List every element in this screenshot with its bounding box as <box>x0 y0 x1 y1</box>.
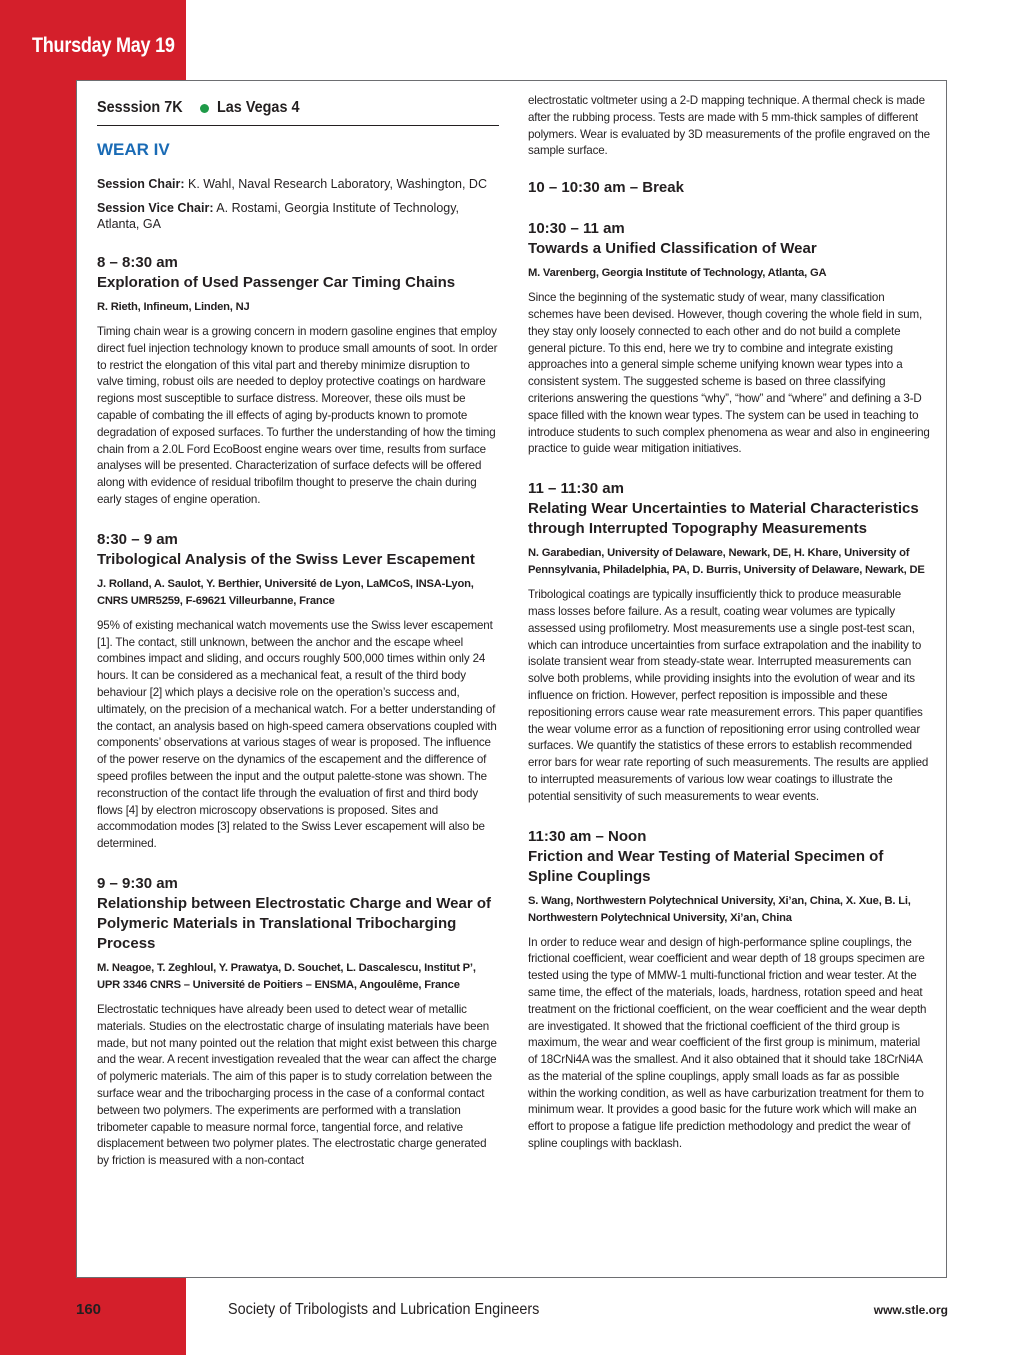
talk-authors: M. Neagoe, T. Zeghloul, Y. Prawatya, D. Souchet, L. Dascalescu, Institut P’, UPR 3346 CNRS – Université de Poitiers – ENSMA, Angoulême, France <box>97 961 476 991</box>
session-panel <box>76 80 947 1278</box>
talk-title: Exploration of Used Passenger Car Timing Chains <box>97 274 456 291</box>
talk-entry <box>528 479 930 805</box>
talk-abstract: Tribological coatings are typically insufficiently thick to produce measurable mass losses before failure. As a result, coating wear volumes are typically assessed using profilometry. Most measurements use a single post-test scan, which can introduce uncertainties from surface extrapolation and the inability to isolate transient wear from steady-state wear. Interrupted measurements can solve both problems, while providing insights into the evolution of wear and its influence on friction. However, perfect reposition is impossible and these repositioning errors cause wear rate measurement errors. This paper quantifies the wear volume error as a function of repositioning error using controlled wear surfaces. We quantify the statistics of these errors to establish recommended error bars for wear rate reporting of such measurements. The results are applied to interrupted measurements of various low wear coatings to illustrate the potential sensitivity of such measurements to wear events. <box>528 588 929 803</box>
talk-title: Relating Wear Uncertainties to Material Characteristics through Interrupted Topography Measurements <box>528 500 919 538</box>
talk-title: Friction and Wear Testing of Material Specimen of Spline Couplings <box>528 847 884 885</box>
day-header: Thursday May 19 <box>32 34 175 57</box>
talk-abstract: 95% of existing mechanical watch movements use the Swiss lever escapement [1]. The contact, still unknown, between the anchor and the escape wheel combines impact and sliding, and occurs roughly 500,000 times within only 24 hours. It can be considered as a mechanical feat, a result of the third body behaviour [2] which plays a decisive role on the operation’s success and, ultimately, on the precision of a mechanical watch. For a better understanding of the contact, an analysis based on high-speed camera observations coupled with components’ observations at various stages of wear is proposed. The influence of the power reserve on the dynamics of the escapement and the difference of speed profiles between the input and the output palette-stone was shown. The reconstruction of the contact life through the evaluation of first and third body flows [4] by electron microscopy observations is proposed. Sites and accommodation modes [3] related to the Swiss Lever escapement will also be determined. <box>97 618 497 851</box>
talk-time: 8 – 8:30 am <box>97 254 178 271</box>
vice-chair-label: Session Vice Chair: <box>97 201 214 215</box>
talk-authors: M. Varenberg, Georgia Institute of Technology, Atlanta, GA <box>528 267 827 280</box>
talk-title: Relationship between Electrostatic Charge and Wear of Polymeric Materials in Translational Tribocharging Process <box>97 894 491 952</box>
talk-time: 9 – 9:30 am <box>97 874 178 892</box>
talk-title: Towards a Unified Classification of Wear <box>528 240 817 258</box>
talk-abstract-continued: electrostatic voltmeter using a 2-D mapping technique. A thermal check is made after the rubbing process. Tests are made with 5 mm-thick samples of different polymers. Wear is evaluated by 3D measurements of the profile engraved on the sample surface. <box>528 94 930 158</box>
session-title: WEAR IV <box>97 140 170 159</box>
talk-time: 10:30 – 11 am <box>528 220 625 238</box>
talk-title: Tribological Analysis of the Swiss Lever Escapement <box>97 550 475 568</box>
left-column <box>97 81 499 1170</box>
right-column <box>528 81 930 1153</box>
talk-entry <box>97 530 499 853</box>
talk-abstract: Timing chain wear is a growing concern in modern gasoline engines that employ direct fuel injection technology known to produce small amounts of soot. In order to restrict the elongation of this vital part and thereby minimize disruption to valve timing, robust oils are needed to deploy protective coatings on hardware regions most susceptible to surface distress. Moreover, these oils must be capable of combating the ill effects of aging by-products known to promote degradation of exposed surfaces. To further the understanding of how the timing chain from a 2.0L Ford EcoBoost engine wears over time, results from surface analyses will be presented. Characterization of surface defects will be offered along with evidence of residual tribofilm thought to preserve the chain during early stages of engine operation. <box>97 325 498 506</box>
session-vice-chair <box>97 200 499 232</box>
talk-authors: S. Wang, Northwestern Polytechnical University, Xi’an, China, X. Xue, B. Li, Northwestern Polytechnical University, Xi’an, China <box>528 894 911 924</box>
talk-authors: J. Rolland, A. Saulot, Y. Berthier, Université de Lyon, LaMCoS, INSA-Lyon, CNRS UMR5259, F-69621 Villeurbanne, France <box>97 577 474 607</box>
session-chair <box>97 176 499 192</box>
talk-entry <box>528 827 930 1153</box>
chair-name: K. Wahl, Naval Research Laboratory, Washington, DC <box>188 177 487 191</box>
footer-website[interactable]: www.stle.org <box>873 1303 948 1317</box>
session-heading <box>97 99 499 126</box>
chair-label: Session Chair: <box>97 177 185 191</box>
session-room: Las Vegas 4 <box>217 99 300 116</box>
footer-organization: Society of Tribologists and Lubrication Engineers <box>228 1301 540 1318</box>
page-number: 160 <box>76 1301 102 1318</box>
bullet-dot-icon <box>200 104 209 113</box>
talk-abstract: Since the beginning of the systematic study of wear, many classification schemes have been devised. However, though covering the whole field in sum, they stay only loosely connected to each other and do not build a complete general picture. To this end, here we try to combine and integrate existing approaches into a general simple scheme unifying known wear types into a consistent system. The suggested scheme is based on three classifying criterions answering the questions “why”, “how” and “where” and defining a 3-D space filled with the known wear types. The system can be used in teaching to introduce students to such complex phenomena as wear and also in engineering practice to guide wear mitigation initiatives. <box>528 291 930 456</box>
talk-authors: N. Garabedian, University of Delaware, Newark, DE, H. Khare, University of Pennsylvania, Philadelphia, PA, D. Burris, University of Delaware, Newark, DE <box>528 547 925 577</box>
talk-entry <box>97 874 499 1170</box>
talk-abstract: Electrostatic techniques have already been used to detect wear of metallic materials. Studies on the electrostatic charge of insulating materials have been made, but not many pointed out the relation that might exist between this charge and the wear. A recent investigation revealed that the wear can affect the charge of polymeric materials. The aim of this paper is to study correlation between the surface wear and the tribocharging process in the case of a conformal contact between two polymers. The experiments are performed with a translation tribometer capable to measure normal force, tangential force, and relative displacement between two polymer plates. The electrostatic charge generated by friction is measured with a non-contact <box>97 1002 497 1168</box>
vice-chair-name: A. Rostami, Georgia Institute of Technology, Atlanta, GA <box>97 201 460 231</box>
talk-abstract: In order to reduce wear and design of high-performance spline couplings, the frictional coefficient, wear coefficient and wear depth of 18 groups specimen are tested using the type of MMW-1 multi-functional friction and wear tester. At the same time, the effect of the materials, loads, hardness, rotation speed and heat treatment on the frictional coefficient, on the wear coefficient and the wear depth are investigated. It showed that the frictional coefficient of the third group is maximum, the wear and wear coefficient of the first group is minimum, material of 18CrNi4A was the smallest. And it also obtained that it should take 18CrNi4A as the material of the spline couplings, apply small loads as far as possible within the working condition, as well as have carburization treatment for them to minimum wear. It provides a good basic for the future work which will make an effort to propose a fatigue life prediction methodology and predict the wear of spline couplings with backlash. <box>528 935 927 1151</box>
talk-authors: R. Rieth, Infineum, Linden, NJ <box>97 301 250 313</box>
talk-entry <box>97 253 499 509</box>
talk-time: 11:30 am – Noon <box>528 827 647 845</box>
break-time: 10 – 10:30 am – Break <box>528 179 684 197</box>
talk-time: 11 – 11:30 am <box>528 480 624 498</box>
talk-time: 8:30 – 9 am <box>97 530 178 548</box>
talk-entry <box>528 219 930 458</box>
session-label: Sesssion 7K <box>97 99 183 116</box>
